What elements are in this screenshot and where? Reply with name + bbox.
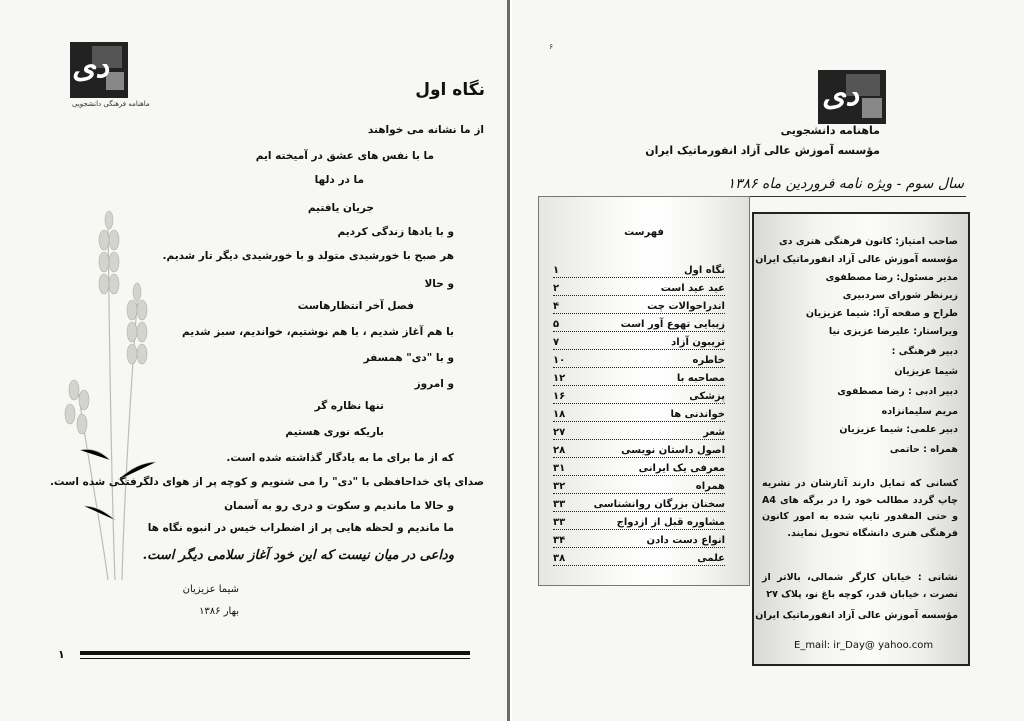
toc-item: مصاحبه با ۱۲ [553,367,725,386]
toc-item: اندراحوالات چت ۴ [553,295,725,314]
poem-date: بهار ۱۳۸۶ [199,606,239,617]
toc-item: تریبون آزاد ۷ [553,331,725,350]
address-institute: مؤسسه آموزش عالی آزاد انفورماتیک ایران [755,610,958,621]
credit-line: دبیر فرهنگی : [891,346,958,357]
poem-closing-line: وداعی در میان نیست که این خود آغاز سلامی دیگر است. [142,548,454,563]
credit-line: مریم سلیمانزاده [881,406,958,417]
toc-item: عید عید است ۲ [553,277,725,296]
poem-line: هر صبح با خورشیدی متولد و با خورشیدی دیگر تار شدیم. [162,250,454,262]
magazine-logo-right [818,70,886,124]
credit-line: مؤسسه آموزش عالی آزاد انفورماتیک ایران [755,254,958,265]
poem-line: صدای پای خداحافظی با "دی" را می شنویم و کوچه پر از هوای دلگرفتگی شده است. [49,476,484,488]
page-title: نگاه اول [415,80,485,100]
poem-line: ما با نفس های عشق در آمیخته ایم [255,150,434,162]
page-fold [507,0,510,721]
toc-item: همراه ۳۲ [553,475,725,494]
toc-item: معرفی یک ایرانی ۳۱ [553,457,725,476]
poem-line: از ما نشانه می خواهند [367,124,484,136]
magazine-institute: مؤسسه آموزش عالی آزاد انفورماتیک ایران [645,144,880,157]
credit-line: صاحب امتیاز: کانون فرهنگی هنری دی [778,236,958,247]
toc-item: انواع دست دادن ۳۴ [553,529,725,548]
poem-line: جریان یافتیم [307,202,374,214]
logo-letter: دی [822,78,859,113]
credit-line: مدیر مسئول: رضا مصطفوی [825,272,958,283]
credit-line: شیما عزیزیان [894,366,958,377]
credit-line: همراه : حاتمی [889,444,958,455]
page-marker: ۶ [549,42,554,51]
poem-line: که از ما برای ما به یادگار گذاشته شده است. [226,452,454,464]
issue-handwritten: سال سوم - ویژه نامه فروردین ماه ۱۳۸۶ [727,176,964,192]
logo-tagline: ماهنامه فرهنگی دانشجویی [72,100,150,108]
credit-line: ویراستار: علیرضا عزیزی نیا [828,326,958,337]
poem-line: و حالا [424,278,454,290]
poem-line: و امروز [414,378,454,390]
author-name: شیما عزیزیان [182,584,239,595]
poem-line: با هم آغاز شدیم ، با هم نوشتیم، خواندیم، سبز شدیم [182,326,454,338]
toc-item: مشاوره قبل از ازدواج ۳۳ [553,511,725,530]
page-number: ۱ [58,648,65,661]
poem-line: تنها نظاره گر [314,400,384,412]
issue-underline [748,196,966,197]
poem-line: ما ماندیم و لحظه هایی پر از اضطراب خیس در انبوه نگاه ها [147,522,454,534]
footer-rule [80,651,470,655]
poem-line: فصل آخر انتظارهاست [297,300,414,312]
footer-rule-thin [80,658,470,659]
poem-line: باریکه نوری هستیم [285,426,384,438]
toc-item: شعر ۲۷ [553,421,725,440]
toc-item: نگاه اول ۱ [553,259,725,278]
poem-line: و با یادها زندگی کردیم [337,226,454,238]
poem-line: ما در دلها [314,174,364,186]
toc-item: علمی ۳۸ [553,547,725,566]
toc-title: فهرست [624,227,664,238]
email: E_mail: ir_Day@ yahoo.com [794,640,934,651]
poem-line: و حالا ما ماندیم و سکوت و دری رو به آسمان [224,500,454,512]
credit-line: طراح و صفحه آرا: شیما عزیزیان [805,308,958,319]
toc-item: خواندنی ها ۱۸ [553,403,725,422]
credit-line: زیرنظر شورای سردبیری [842,290,958,301]
submission-notice: کسانی که تمایل دارند آثارشان در نشریه چاپ گردد مطالب خود را در برگه های A4 و حتی المقدور تایپ شده به امور کانون فرهنگی هنری دانشگاه تحویل نمایند. [762,478,958,539]
logo-letter: دی [72,50,109,85]
address: نشانی : خیابان کارگر شمالی، بالاتر از نصرت ، خیابان قدر، کوچه باغ نو، پلاک ۲۷ [762,572,958,600]
magazine-title: ماهنامه دانشجویی [780,124,880,137]
credit-line: دبیر ادبی : رضا مصطفوی [837,386,958,397]
toc-item: سخنان بزرگان روانشناسی ۳۳ [553,493,725,512]
table-of-contents [538,196,750,586]
credits-box [752,212,970,666]
poem-line: و با "دی" همسفر [363,352,454,364]
toc-item: خاطره ۱۰ [553,349,725,368]
toc-item: اصول داستان نویسی ۲۸ [553,439,725,458]
toc-item: زیبایی تهوع آور است ۵ [553,313,725,332]
credit-line: دبیر علمی: شیما عزیزیان [839,424,958,435]
toc-item: پزشکی ۱۶ [553,385,725,404]
magazine-logo-left [70,42,128,98]
